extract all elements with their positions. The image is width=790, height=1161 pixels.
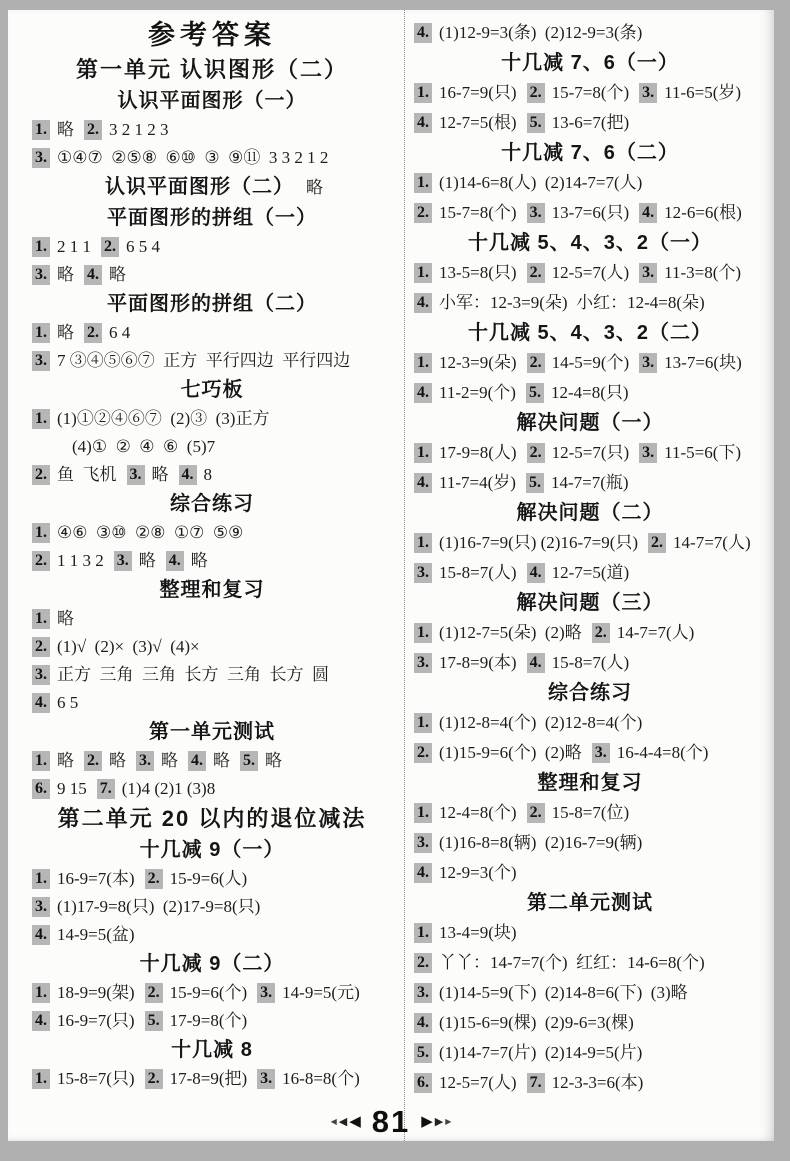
answer-text: 解决问题（二）: [516, 502, 664, 524]
answer-number-badge: 2.: [527, 263, 545, 283]
answer-text: 12-9=3(个): [439, 863, 517, 882]
answer-text: 15-9=6(个): [169, 983, 248, 1002]
answer-text: (1)14-5=9(下) (2)14-8=6(下) (3)略: [439, 983, 688, 1002]
section-heading: [414, 888, 770, 918]
answer-number-badge: 1.: [32, 523, 50, 543]
answer-text: 14-7=7(瓶): [550, 473, 629, 492]
prev-arrow-icon: ◀: [349, 1113, 361, 1130]
two-column-layout: [8, 10, 774, 1141]
answer-number-badge: 1.: [414, 803, 432, 823]
answer-number-badge: 1.: [414, 443, 432, 463]
section-heading: [32, 289, 396, 319]
answer-text: 12-4=8(只): [550, 383, 629, 402]
answer-number-badge: 1.: [414, 533, 432, 553]
answer-text: 解决问题（一）: [516, 412, 664, 434]
answer-line: [32, 689, 396, 717]
answer-line: [414, 78, 770, 108]
answer-line: [32, 433, 396, 461]
answer-text: 略: [57, 120, 74, 139]
answer-text: 14-5=9(个): [551, 353, 630, 372]
answer-line: [414, 708, 770, 738]
answer-number-badge: 5.: [526, 383, 544, 403]
answer-text: 15-8=7(位): [551, 803, 630, 822]
answer-number-badge: 5.: [527, 113, 545, 133]
answer-text: 17-9=8(人): [439, 443, 517, 462]
answer-number-badge: 2.: [145, 869, 163, 889]
prev-arrow-icon: ◀: [338, 1115, 348, 1128]
answer-number-badge: 4.: [414, 293, 432, 313]
answer-line: [414, 288, 770, 318]
answer-number-badge: 4.: [166, 551, 184, 571]
answer-line: [32, 261, 396, 289]
answer-number-badge: 3.: [414, 563, 432, 583]
answer-text: 12-7=5(根): [439, 113, 517, 132]
answer-text: 11-3=8(个): [664, 263, 742, 282]
answer-line: [32, 547, 396, 575]
section-heading: [414, 318, 770, 348]
answer-text: 11-5=6(下): [664, 443, 742, 462]
section-heading: [414, 48, 770, 78]
answer-number-badge: 1.: [32, 983, 50, 1003]
answer-text: 小军：12-3=9(朵) 小红：12-4=8(朵): [439, 293, 705, 312]
answer-number-badge: 4.: [32, 693, 50, 713]
answer-number-badge: 1.: [32, 409, 50, 429]
answer-number-badge: 3.: [114, 551, 132, 571]
answer-text: 1 1 3 2: [57, 551, 104, 570]
answer-number-badge: 3.: [127, 465, 145, 485]
answer-line: [32, 979, 396, 1007]
answer-number-badge: 3.: [592, 743, 610, 763]
answer-number-badge: 3.: [32, 148, 50, 168]
answer-text: 7 ③④⑤⑥⑦ 正方 平行四边 平行四边: [57, 351, 351, 370]
answer-number-badge: 2.: [527, 353, 545, 373]
answer-text: 15-8=7(人): [551, 653, 630, 672]
answer-text: 第一单元 认识图形（二）: [75, 57, 349, 82]
answer-number-badge: 5.: [526, 473, 544, 493]
answer-text: 11-7=4(岁): [439, 473, 516, 492]
answer-number-badge: 2.: [32, 465, 50, 485]
section-heading: [32, 489, 396, 519]
section-heading: [414, 768, 770, 798]
answer-text: 十几减 7、6（一）: [501, 52, 679, 74]
answer-text: (1)①②④⑥⑦ (2)③ (3)正方: [57, 409, 270, 428]
answer-text: 11-6=5(岁): [664, 83, 742, 102]
answer-number-badge: 3.: [257, 1069, 275, 1089]
answer-number-badge: 7.: [97, 779, 115, 799]
answer-line: [414, 918, 770, 948]
answer-line: [414, 18, 770, 48]
answer-text: 整理和复习: [159, 579, 265, 601]
answer-text: 3 2 1 2 3: [109, 120, 169, 139]
answer-key-page: [8, 10, 774, 1141]
answer-text: 综合练习: [170, 493, 254, 515]
answer-number-badge: 1.: [414, 83, 432, 103]
answer-number-badge: 1.: [414, 623, 432, 643]
answer-number-badge: 3.: [32, 665, 50, 685]
answer-text: 15-8=7(只): [57, 1069, 135, 1088]
answer-text: (1)√ (2)× (3)√ (4)×: [57, 637, 200, 656]
answer-number-badge: 1.: [32, 869, 50, 889]
next-arrow-icon: ▶: [434, 1115, 444, 1128]
answer-text: (1)16-8=8(辆) (2)16-7=9(辆): [439, 833, 643, 852]
answers-column-left: [8, 10, 404, 1141]
answer-number-badge: 4.: [527, 653, 545, 673]
answer-line: [414, 378, 770, 408]
answer-text: 14-9=5(盆): [57, 925, 135, 944]
answer-line: [32, 347, 396, 375]
answer-number-badge: 1.: [32, 751, 50, 771]
section-heading: [32, 172, 396, 203]
answer-text: 13-6=7(把): [551, 113, 630, 132]
answer-line: [32, 116, 396, 144]
section-heading: [32, 203, 396, 233]
answer-number-badge: 6.: [32, 779, 50, 799]
answer-text: 第二单元测试: [527, 892, 653, 914]
answer-line: [32, 233, 396, 261]
answer-line: [414, 468, 770, 498]
section-heading: [414, 408, 770, 438]
answer-number-badge: 1.: [32, 237, 50, 257]
answer-number-badge: 1.: [414, 713, 432, 733]
answer-number-badge: 4.: [32, 1011, 50, 1031]
section-heading: [414, 498, 770, 528]
answer-number-badge: 2.: [527, 443, 545, 463]
section-heading: [32, 86, 396, 116]
answer-text: 6 5 4: [126, 237, 160, 256]
answer-text: (1)15-6=9(棵) (2)9-6=3(棵): [439, 1013, 634, 1032]
answer-number-badge: 2.: [527, 803, 545, 823]
answer-text: 15-9=6(人): [169, 869, 248, 888]
answer-text: 正方 三角 三角 长方 三角 长方 圆: [57, 665, 329, 684]
answer-line: [32, 1007, 396, 1035]
answer-text: 16-8=8(个): [282, 1069, 360, 1088]
answer-number-badge: 4.: [84, 265, 102, 285]
answer-text: 略: [151, 465, 169, 484]
answer-line: [414, 108, 770, 138]
answer-number-badge: 2.: [414, 203, 432, 223]
answer-number-badge: 3.: [32, 351, 50, 371]
answer-text: 十几减 5、4、3、2（一）: [467, 232, 713, 254]
page-footer: [8, 1104, 774, 1140]
answer-text: 12-5=7(人): [439, 1073, 517, 1092]
section-heading: [32, 717, 396, 747]
answer-number-badge: 1.: [32, 609, 50, 629]
answer-text: 参考答案: [148, 20, 276, 50]
answer-number-badge: 7.: [527, 1073, 545, 1093]
answer-line: [414, 1068, 770, 1098]
answer-text: 17-9=8(个): [169, 1011, 248, 1030]
section-heading: [32, 575, 396, 605]
section-heading: [32, 375, 396, 405]
section-heading: [32, 835, 396, 865]
answer-number-badge: 2.: [414, 743, 432, 763]
answer-text: 略: [57, 751, 74, 770]
answer-line: [32, 405, 396, 433]
prev-arrow-icon: ◀: [330, 1117, 337, 1126]
answer-text: 丫丫：14-7=7(个) 红红：14-6=8(个): [439, 953, 705, 972]
answer-text: 12-5=7(只): [551, 443, 630, 462]
answer-number-badge: 2.: [648, 533, 666, 553]
page-title: [32, 16, 396, 54]
answer-number-badge: 2.: [527, 83, 545, 103]
answer-line: [32, 921, 396, 949]
answer-text: (1)12-7=5(朵) (2)略: [439, 623, 582, 642]
answer-text: 认识平面图形（二）: [105, 176, 294, 198]
answer-text: 认识平面图形（一）: [117, 90, 307, 112]
answer-line: [32, 633, 396, 661]
answer-line: [32, 661, 396, 689]
answer-text: (1)16-7=9(只) (2)16-7=9(只): [439, 533, 639, 552]
answer-line: [32, 1065, 396, 1093]
answer-line: [414, 198, 770, 228]
answer-text: 十几减 9（二）: [139, 953, 285, 975]
page-number: 81: [371, 1104, 411, 1139]
answer-number-badge: 4.: [414, 1013, 432, 1033]
answer-text: 第二单元 20 以内的退位减法: [57, 806, 367, 831]
answer-text: 17-8=9(本): [439, 653, 517, 672]
answer-line: [414, 978, 770, 1008]
next-arrow-icon: ▶: [421, 1113, 433, 1130]
answer-number-badge: 4.: [179, 465, 197, 485]
answer-number-badge: 2.: [101, 237, 119, 257]
answer-number-badge: 3.: [257, 983, 275, 1003]
answer-number-badge: 1.: [414, 353, 432, 373]
answer-line: [414, 648, 770, 678]
answer-number-badge: 4.: [32, 925, 50, 945]
answer-line: [414, 828, 770, 858]
answer-number-badge: 2.: [84, 120, 102, 140]
answer-line: [414, 1038, 770, 1068]
answer-text: 16-7=9(只): [439, 83, 517, 102]
answer-line: [32, 519, 396, 547]
answer-text: 略: [213, 751, 230, 770]
answer-text: (1)12-8=4(个) (2)12-8=4(个): [439, 713, 643, 732]
answer-text: 略: [138, 551, 156, 570]
answer-number-badge: 2.: [414, 953, 432, 973]
answer-number-badge: 4.: [527, 563, 545, 583]
answer-line: [414, 348, 770, 378]
answer-number-badge: 1.: [414, 923, 432, 943]
answer-text: 略: [57, 265, 74, 284]
answer-line: [414, 1008, 770, 1038]
answer-line: [414, 798, 770, 828]
answer-text: 略: [265, 751, 282, 770]
answer-number-badge: 3.: [414, 833, 432, 853]
answer-text: ①④⑦ ②⑤⑧ ⑥⑩ ③ ⑨⑪ 3 3 2 1 2: [57, 148, 329, 167]
answer-text: 15-7=8(个): [551, 83, 630, 102]
answer-text: 16-4-4=8(个): [616, 743, 709, 762]
answer-number-badge: 2.: [145, 983, 163, 1003]
answer-text: 12-6=6(根): [664, 203, 742, 222]
answer-text: 16-9=7(只): [57, 1011, 135, 1030]
answer-line: [32, 461, 396, 489]
answer-text: 略: [57, 323, 74, 342]
answer-number-badge: 2.: [145, 1069, 163, 1089]
answer-number-badge: 3.: [32, 265, 50, 285]
answer-text: ④⑥ ③⑩ ②⑧ ①⑦ ⑤⑨: [57, 523, 244, 542]
answer-text: 十几减 8: [171, 1039, 253, 1061]
answer-number-badge: 1.: [414, 263, 432, 283]
answer-text: 8: [203, 465, 212, 484]
answer-line: [414, 258, 770, 288]
answer-line: [414, 948, 770, 978]
answer-number-badge: 4.: [414, 863, 432, 883]
answer-text: 略: [161, 751, 178, 770]
answer-line: [32, 319, 396, 347]
answer-text: 12-7=5(道): [551, 563, 630, 582]
answer-text: 6 5: [57, 693, 79, 712]
answer-line: [414, 438, 770, 468]
answer-text: 13-7=6(只): [551, 203, 630, 222]
unit-heading: [32, 54, 396, 86]
answer-text: 十几减 5、4、3、2（二）: [467, 322, 713, 344]
answer-text: 略: [109, 751, 126, 770]
section-heading: [414, 678, 770, 708]
unit-heading: [32, 803, 396, 835]
answer-line: [414, 558, 770, 588]
answer-line: [414, 528, 770, 558]
answer-number-badge: 1.: [32, 323, 50, 343]
answer-number-badge: 3.: [639, 443, 657, 463]
answer-text: 略: [57, 609, 74, 628]
answer-number-badge: 4.: [639, 203, 657, 223]
answer-text: 12-3-3=6(本): [551, 1073, 644, 1092]
answer-text: 略: [190, 551, 208, 570]
answer-text: 解决问题（三）: [516, 592, 664, 614]
section-heading: [32, 1035, 396, 1065]
answer-text: 16-9=7(本): [57, 869, 135, 888]
answer-line: [414, 858, 770, 888]
answer-number-badge: 3.: [639, 83, 657, 103]
answer-text: 十几减 7、6（二）: [501, 142, 679, 164]
answer-text: 14-9=5(元): [282, 983, 360, 1002]
answer-number-badge: 6.: [414, 1073, 432, 1093]
answer-text: 第一单元测试: [149, 721, 275, 743]
answer-text: 9 15: [57, 779, 87, 798]
answer-number-badge: 1.: [32, 120, 50, 140]
answer-number-badge: 3.: [414, 983, 432, 1003]
answer-number-badge: 3.: [414, 653, 432, 673]
answer-text: (1)17-9=8(只) (2)17-9=8(只): [57, 897, 261, 916]
answer-text: (4)① ② ④ ⑥ (5)7: [72, 437, 216, 456]
answer-text: 综合练习: [548, 682, 632, 704]
answer-line: [32, 775, 396, 803]
answer-number-badge: 5.: [240, 751, 258, 771]
answer-text: 14-7=7(人): [673, 533, 751, 552]
answer-text: 13-4=9(块): [439, 923, 517, 942]
answer-number-badge: 1.: [32, 1069, 50, 1089]
answer-number-badge: 3.: [639, 353, 657, 373]
heading-suffix: 略: [306, 178, 323, 197]
answer-line: [32, 865, 396, 893]
answer-text: 略: [109, 265, 126, 284]
answer-number-badge: 3.: [32, 897, 50, 917]
answer-text: 12-5=7(人): [551, 263, 630, 282]
answer-text: 13-5=8(只): [439, 263, 517, 282]
answer-line: [32, 605, 396, 633]
answer-text: 6 4: [109, 323, 131, 342]
section-heading: [414, 138, 770, 168]
answer-line: [414, 168, 770, 198]
answer-number-badge: 2.: [84, 323, 102, 343]
section-heading: [414, 228, 770, 258]
answer-number-badge: 2.: [592, 623, 610, 643]
answer-number-badge: 5.: [145, 1011, 163, 1031]
answer-number-badge: 3.: [136, 751, 154, 771]
answer-text: 15-8=7(人): [439, 563, 517, 582]
answer-number-badge: 4.: [414, 383, 432, 403]
answer-line: [32, 893, 396, 921]
answer-text: (1)14-6=8(人) (2)14-7=7(人): [439, 173, 643, 192]
answer-text: (1)14-7=7(片) (2)14-9=5(片): [439, 1043, 643, 1062]
answers-column-right: [404, 10, 774, 1141]
answer-text: (1)15-9=6(个) (2)略: [439, 743, 582, 762]
answer-text: 12-3=9(朵): [439, 353, 517, 372]
answer-text: 平面图形的拼组（一）: [107, 207, 317, 229]
answer-text: 整理和复习: [537, 772, 643, 794]
answer-text: 14-7=7(人): [616, 623, 695, 642]
answer-text: 鱼 飞机: [57, 465, 117, 484]
section-heading: [414, 588, 770, 618]
next-arrow-icon: ▶: [445, 1117, 452, 1126]
answer-text: 17-8=9(把): [169, 1069, 248, 1088]
answer-text: (1)12-9=3(条) (2)12-9=3(条): [439, 23, 643, 42]
answer-text: 十几减 9（一）: [139, 839, 285, 861]
answer-text: 11-2=9(个): [439, 383, 516, 402]
answer-number-badge: 4.: [414, 23, 432, 43]
answer-line: [414, 738, 770, 768]
answer-number-badge: 2.: [84, 751, 102, 771]
answer-number-badge: 4.: [188, 751, 206, 771]
answer-number-badge: 3.: [527, 203, 545, 223]
answer-number-badge: 2.: [32, 637, 50, 657]
answer-text: 13-7=6(块): [664, 353, 742, 372]
answer-text: 15-7=8(个): [439, 203, 517, 222]
answer-number-badge: 1.: [414, 173, 432, 193]
answer-text: 七巧板: [180, 379, 244, 401]
answer-text: 2 1 1: [57, 237, 91, 256]
answer-text: 平面图形的拼组（二）: [107, 293, 317, 315]
answer-text: 12-4=8(个): [439, 803, 517, 822]
answer-line: [32, 747, 396, 775]
section-heading: [32, 949, 396, 979]
answer-number-badge: 3.: [639, 263, 657, 283]
answer-line: [414, 618, 770, 648]
answer-number-badge: 4.: [414, 473, 432, 493]
answer-number-badge: 2.: [32, 551, 50, 571]
answer-number-badge: 4.: [414, 113, 432, 133]
answer-line: [32, 144, 396, 172]
answer-text: (1)4 (2)1 (3)8: [121, 779, 216, 798]
answer-number-badge: 5.: [414, 1043, 432, 1063]
answer-text: 18-9=9(架): [57, 983, 135, 1002]
